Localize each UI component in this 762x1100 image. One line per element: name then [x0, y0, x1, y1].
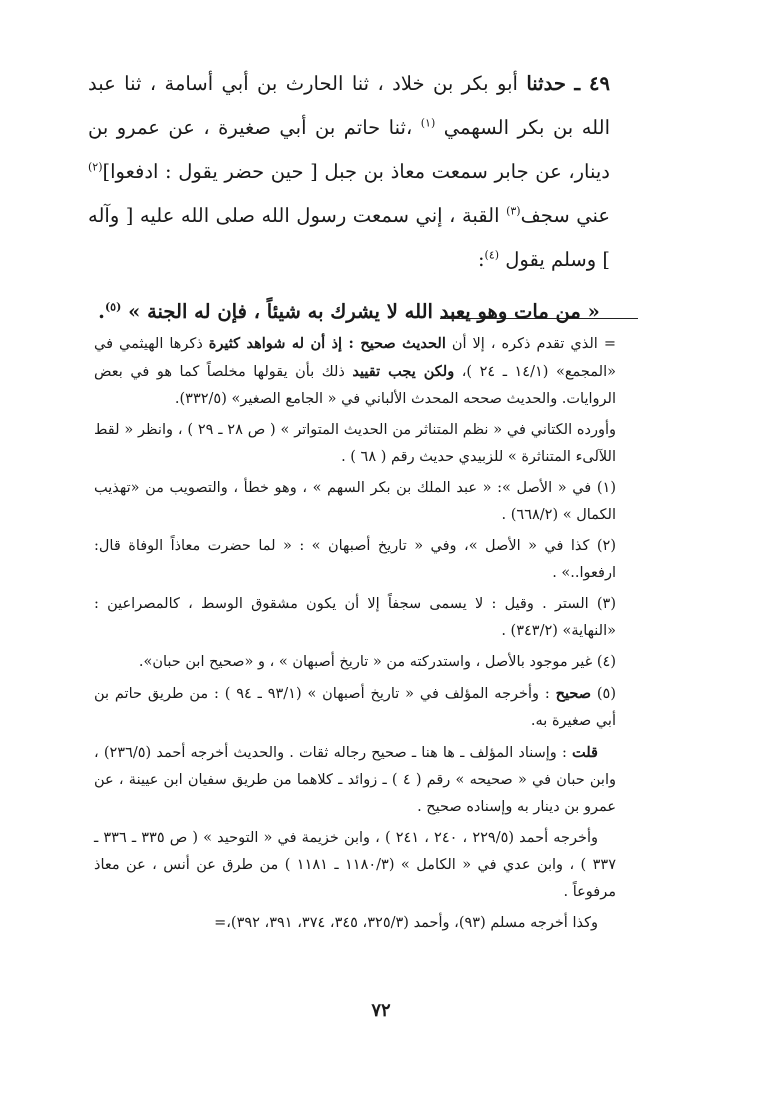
footnote-ref-4: (٤)	[484, 248, 500, 262]
footnote-5-comment: قلت : وإسناد المؤلف ـ ها هنا ـ صحيح رجاله ثقات . والحديث أخرجه أحمد (٢٣٦/٥) ، وابن حبان في « صحيحه » رقم ( ٤ ) ـ زوائد ـ كلاهما من طريق سفيان ابن عيينة ، عن عمرو بن دينار به وإسناده صحيح .	[94, 744, 616, 815]
footnote-5-comment-3: وكذا أخرجه مسلم (٩٣)، وأحمد (٣٢٥/٣، ٣٤٥، ٣٧٤، ٣٩١، ٣٩٢)،=	[214, 915, 598, 931]
footnote-3: (٣) الستر . وقيل : لا يسمى سجفاً إلا أن يكون مشقوق الوسط ، كالمصراعين : «النهاية» (٣٤٣/٢) .	[94, 596, 616, 639]
footnote-5: (٥) صحيح : وأخرجه المؤلف في « تاريخ أصبهان » (٩٣/١ ـ ٩٤ ) : من طريق حاتم بن أبي صغيرة به.	[94, 685, 616, 729]
footnote-2: (٢) كذا في « الأصل »، وفي « تاريخ أصبهان » : « لما حضرت معاذاً الوفاة قال: ارفعوا..» .	[94, 538, 616, 581]
footnote-continued-2: وأورده الكتاني في « نظم المتناثر من الحديث المتواتر » ( ص ٢٨ ـ ٢٩ ) ، وانظر « لقط اللآلىء المتناثرة » للزبيدي حديث رقم ( ٦٨ ) .	[94, 422, 617, 465]
main-text	[88, 62, 610, 334]
footnote-ref-3: (٣)	[506, 204, 521, 218]
page-number: ٧٢	[371, 1000, 391, 1021]
footnotes	[94, 330, 616, 941]
footnote-1: (١) في « الأصل »: « عبد الملك بن بكر السهم » ، وهو خطأ ، والتصويب من «تهذيب الكمال » (٦٦٨/٢) .	[94, 480, 616, 523]
hadith-opening: حدثنا	[526, 72, 566, 95]
hadith-paragraph: ٤٩ ـ حدثنا أبو بكر بن خلاد ، ثنا الحارث بن أبي أسامة ، ثنا عبد الله بن بكر السهمي $^{(١)}$ ،ثنا حاتم بن أبي صغيرة ، عن عمرو بن دينار، عن جابر سمعت معاذ بن جبل [ حين حضر يقول : ادفعوا]$^{(٢)}$ عني سجف$^{(٣)}$ القبة ، إني سمعت رسول الله صلى الله عليه [ وآله ] وسلم يقول $^{(٤)}$:	[88, 72, 610, 271]
footnote-ref-1: (١)	[420, 116, 436, 130]
hadith-text: « من مات وهو يعبد الله لا يشرك به شيئاً ، فإن له الجنة » $^{(٥)}$.	[98, 300, 600, 323]
hadith-number: ٤٩ ـ	[574, 72, 610, 95]
footnote-ref-5: (٥)	[104, 300, 122, 314]
footnote-4: (٤) غير موجود بالأصل ، واستدركته من « تاريخ أصبهان » ، و «صحيح ابن حبان».	[138, 654, 616, 670]
footnote-ref-2: (٢)	[88, 160, 103, 174]
footnote-5-comment-2: وأخرجه أحمد (٢٢٩/٥ ، ٢٤٠ ، ٢٤١ ) ، وابن خزيمة في « التوحيد » ( ص ٣٣٥ ـ ٣٣٦ ـ ٣٣٧ ) ، وابن عدي في « الكامل » (١١٨٠/٣ ـ ١١٨١ ) من طرق عن أنس ، عن معاذ مرفوعاً .	[94, 830, 617, 900]
footnote-continued: = الذي تقدم ذكره ، إلا أن الحديث صحيح : إذ أن له شواهد كثيرة ذكرها الهيثمي في «المجمع» (١٤/١ ـ ٢٤ )، ولكن يجب تقييد ذلك بأن يقولها مخلصاً كما هو في بعض الروايات. والحديث صححه المحدث الألباني في « الجامع الصغير» (٣٣٢/٥).	[94, 335, 616, 407]
footnote-separator	[440, 318, 638, 319]
